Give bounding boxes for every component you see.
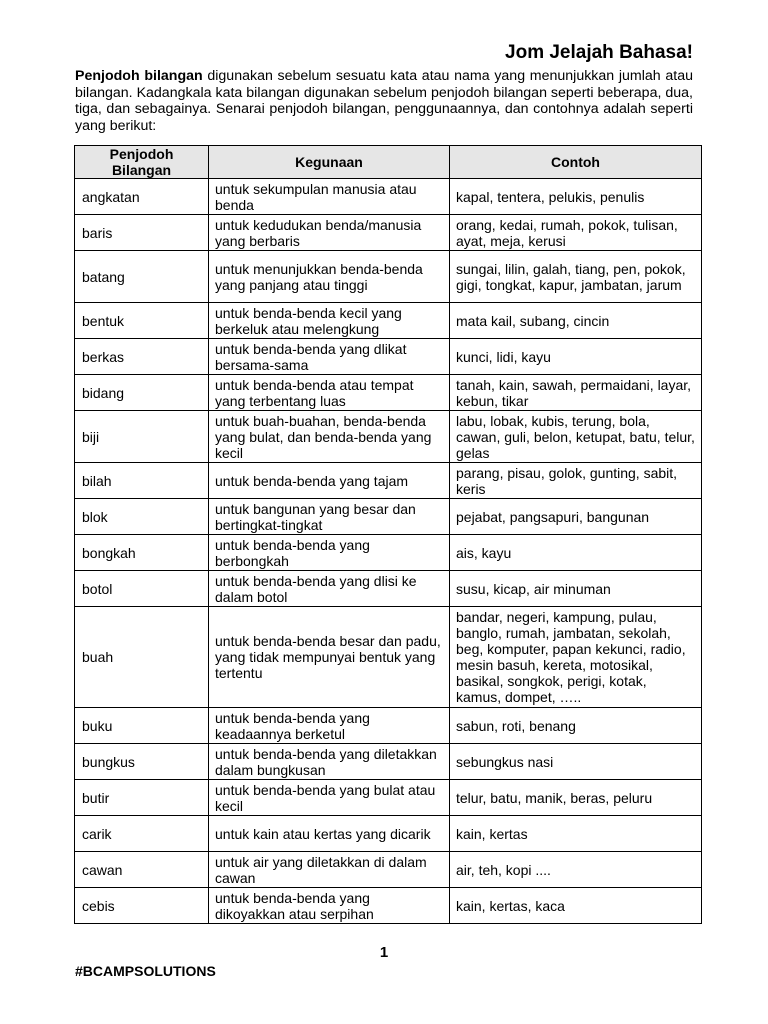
term-cell: angkatan	[75, 179, 209, 215]
footer-hashtag: #BCAMPSOLUTIONS	[75, 963, 216, 979]
penjodoh-bilangan-table	[74, 145, 702, 924]
table-row	[75, 303, 702, 339]
examples-cell: parang, pisau, golok, gunting, sabit, keris	[450, 463, 702, 499]
table-row	[75, 251, 702, 303]
term-cell: bongkah	[75, 535, 209, 571]
table-row	[75, 463, 702, 499]
header-penjodoh-bilangan: Penjodoh Bilangan	[75, 146, 209, 179]
table-row	[75, 339, 702, 375]
table-row	[75, 535, 702, 571]
table-row	[75, 888, 702, 924]
usage-cell: untuk buah-buahan, benda-benda yang bulat, dan benda-benda yang kecil	[209, 411, 450, 463]
intro-text: digunakan sebelum sesuatu kata atau nama yang menunjukkan jumlah atau bilangan. Kadangkala kata bilangan digunakan sebelum penjodoh bilangan seperti beberapa, dua, tiga, dan sebagainya. Senarai penjodoh bilangan, penggunaannya, dan contohnya adalah seperti yang berikut:	[75, 68, 693, 134]
header-contoh: Contoh	[450, 146, 702, 179]
usage-cell: untuk benda-benda yang dlikat bersama-sama	[209, 339, 450, 375]
term-cell: baris	[75, 215, 209, 251]
table-row	[75, 816, 702, 852]
examples-cell: pejabat, pangsapuri, bangunan	[450, 499, 702, 535]
table-row	[75, 852, 702, 888]
examples-cell: orang, kedai, rumah, pokok, tulisan, ayat, meja, kerusi	[450, 215, 702, 251]
examples-cell: air, teh, kopi ....	[450, 852, 702, 888]
usage-cell: untuk benda-benda yang dlisi ke dalam botol	[209, 571, 450, 607]
examples-cell: kunci, lidi, kayu	[450, 339, 702, 375]
table-row	[75, 179, 702, 215]
table-body	[75, 179, 702, 924]
intro-term: Penjodoh bilangan	[75, 68, 203, 84]
page-title: Jom Jelajah Bahasa!	[505, 42, 693, 63]
term-cell: berkas	[75, 339, 209, 375]
usage-cell: untuk benda-benda yang tajam	[209, 463, 450, 499]
examples-cell: susu, kicap, air minuman	[450, 571, 702, 607]
table-header-row	[75, 146, 702, 179]
table-row	[75, 215, 702, 251]
table-row	[75, 744, 702, 780]
examples-cell: kain, kertas, kaca	[450, 888, 702, 924]
examples-cell: sungai, lilin, galah, tiang, pen, pokok, gigi, tongkat, kapur, jambatan, jarum	[450, 251, 702, 303]
examples-cell: sebungkus nasi	[450, 744, 702, 780]
term-cell: buku	[75, 708, 209, 744]
usage-cell: untuk benda-benda yang dikoyakkan atau serpihan	[209, 888, 450, 924]
examples-cell: bandar, negeri, kampung, pulau, banglo, rumah, jambatan, sekolah, beg, komputer, papan kekunci, radio, mesin basuh, kereta, motosikal, basikal, songkok, perigi, kotak, kamus, dompet, …..	[450, 607, 702, 708]
table-row	[75, 411, 702, 463]
table-row	[75, 708, 702, 744]
examples-cell: tanah, kain, sawah, permaidani, layar, kebun, tikar	[450, 375, 702, 411]
usage-cell: untuk sekumpulan manusia atau benda	[209, 179, 450, 215]
usage-cell: untuk bangunan yang besar dan bertingkat-tingkat	[209, 499, 450, 535]
usage-cell: untuk benda-benda yang keadaannya berketul	[209, 708, 450, 744]
examples-cell: labu, lobak, kubis, terung, bola, cawan, guli, belon, ketupat, batu, telur, gelas	[450, 411, 702, 463]
table-row	[75, 780, 702, 816]
term-cell: bentuk	[75, 303, 209, 339]
term-cell: bilah	[75, 463, 209, 499]
examples-cell: telur, batu, manik, beras, peluru	[450, 780, 702, 816]
page-number: 1	[379, 944, 389, 961]
usage-cell: untuk kain atau kertas yang dicarik	[209, 816, 450, 852]
examples-cell: kapal, tentera, pelukis, penulis	[450, 179, 702, 215]
usage-cell: untuk benda-benda atau tempat yang terbentang luas	[209, 375, 450, 411]
term-cell: cawan	[75, 852, 209, 888]
table-row	[75, 499, 702, 535]
examples-cell: kain, kertas	[450, 816, 702, 852]
usage-cell: untuk kedudukan benda/manusia yang berbaris	[209, 215, 450, 251]
usage-cell: untuk benda-benda kecil yang berkeluk atau melengkung	[209, 303, 450, 339]
term-cell: batang	[75, 251, 209, 303]
usage-cell: untuk benda-benda yang berbongkah	[209, 535, 450, 571]
term-cell: botol	[75, 571, 209, 607]
table-row	[75, 607, 702, 708]
table-row	[75, 375, 702, 411]
intro-paragraph	[75, 68, 693, 134]
examples-cell: sabun, roti, benang	[450, 708, 702, 744]
examples-cell: mata kail, subang, cincin	[450, 303, 702, 339]
usage-cell: untuk benda-benda besar dan padu, yang tidak mempunyai bentuk yang tertentu	[209, 607, 450, 708]
term-cell: carik	[75, 816, 209, 852]
examples-cell: ais, kayu	[450, 535, 702, 571]
usage-cell: untuk air yang diletakkan di dalam cawan	[209, 852, 450, 888]
header-kegunaan: Kegunaan	[209, 146, 450, 179]
term-cell: buah	[75, 607, 209, 708]
term-cell: cebis	[75, 888, 209, 924]
usage-cell: untuk benda-benda yang diletakkan dalam bungkusan	[209, 744, 450, 780]
table-row	[75, 571, 702, 607]
usage-cell: untuk menunjukkan benda-benda yang panjang atau tinggi	[209, 251, 450, 303]
term-cell: biji	[75, 411, 209, 463]
term-cell: butir	[75, 780, 209, 816]
term-cell: blok	[75, 499, 209, 535]
term-cell: bidang	[75, 375, 209, 411]
usage-cell: untuk benda-benda yang bulat atau kecil	[209, 780, 450, 816]
term-cell: bungkus	[75, 744, 209, 780]
